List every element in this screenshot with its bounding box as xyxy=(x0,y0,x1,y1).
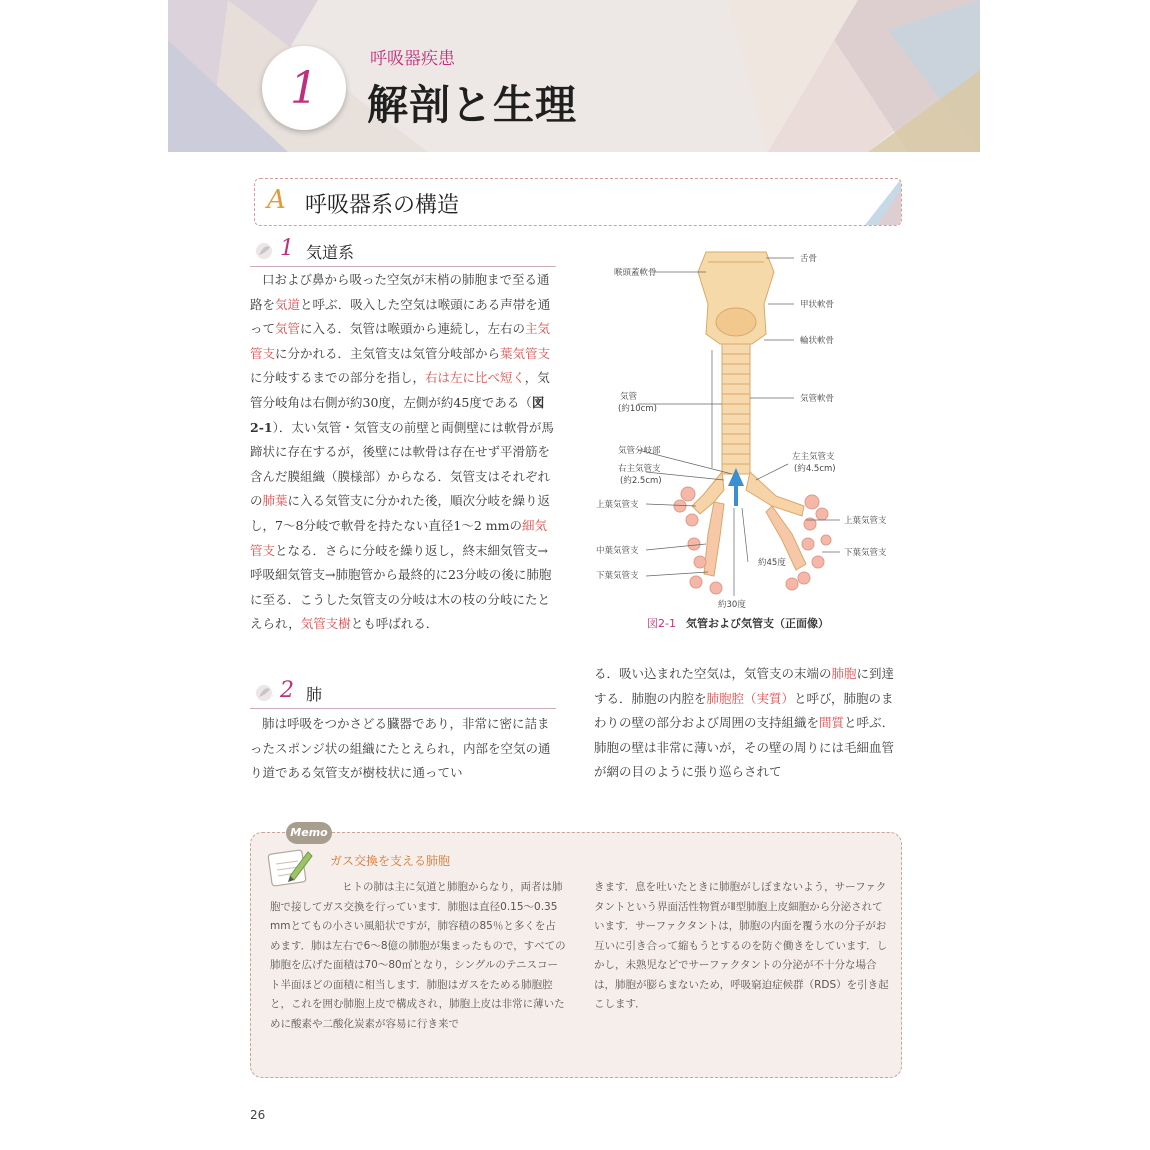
label-cricoid: 輪状軟骨 xyxy=(800,336,835,346)
subsection-label: 肺 xyxy=(306,685,323,704)
label-hyoid: 舌骨 xyxy=(800,254,818,264)
memo-tag: Memo xyxy=(286,822,332,844)
label-left-lower: 下葉気管支 xyxy=(844,548,887,558)
memo-text-right: きます．息を吐いたときに肺胞がしぼまないよう，サーファクタントという界面活性物質がⅡ型肺胞上皮細胞から分泌されています．サーファクタントは，肺胞の内面を覆う水の分子がお互いに引き合って縮もうとするのを防ぐ働きをしています．しかし，未熟児などでサーファクタントの分泌が不十分な場合は，肺胞が膨らまないため，呼吸窮迫症候群（RDS）を引き起こします． xyxy=(594,881,889,1010)
figure-caption-text: 気管および気管支（正面像） xyxy=(685,617,829,630)
leaf-icon xyxy=(254,241,274,261)
label-angle-45: 約45度 xyxy=(758,558,786,568)
memo-title: ガス交換を支える肺胞 xyxy=(330,854,451,868)
label-epiglottis: 喉頭蓋軟骨 xyxy=(614,268,657,278)
label-tracheal-cartilage: 気管軟骨 xyxy=(800,394,835,404)
subsection-number: 2 xyxy=(280,678,294,703)
lung-paragraph: 肺は呼吸をつかさどる臓器であり，非常に密に詰まったスポンジ状の組織にたとえられ，内部を空気の通り道である気管支が樹枝状に通ってい xyxy=(250,716,551,781)
label-left-main-length: (約4.5cm) xyxy=(794,464,836,474)
subsection-label: 気道系 xyxy=(306,243,355,262)
label-right-lower: 下葉気管支 xyxy=(596,571,639,581)
figure-caption xyxy=(647,615,829,631)
airway-paragraph: 口および鼻から吸った空気が末梢の肺胞まで至る通路を気道と呼ぶ．吸入した空気は喉頭にある声帯を通って気管に入る．気管は喉頭から連続し，左右の主気管支に分かれる．主気管支は気管分岐部から葉気管支に分岐するまでの部分を指し，右は左に比べ短く，気管分岐角は右側が約30度，左側が約45度である（図2-1）．太い気管・気管支の前壁と両側壁には軟骨が馬蹄状に存在するが，後壁には軟骨は存在せず平滑筋を含んだ膜組織（膜様部）からなる．気管支はそれぞれの肺葉に入る気管支に分かれた後，順次分岐を繰り返し，7～8分岐で軟骨を持たない直径1～2 mmの細気管支となる．さらに分岐を繰り返し，終末細気管支→呼吸細気管支→肺胞管から最終的に23分岐の後に肺胞に至る．こうした気管支の分岐は木の枝の分岐にたとえられ，気管支樹とも呼ばれる． xyxy=(250,272,554,632)
chapter-number-badge xyxy=(262,46,346,130)
subsection-heading-lung xyxy=(250,678,556,709)
section-title: 呼吸器系の構造 xyxy=(305,193,460,218)
label-left-upper: 上葉気管支 xyxy=(844,516,887,526)
chapter-title: 解剖と生理 xyxy=(367,81,577,129)
subsection-number: 1 xyxy=(280,236,294,261)
label-carina: 気管分岐部 xyxy=(618,446,661,456)
section-corner-decoration xyxy=(865,179,901,225)
subsection-heading-airway xyxy=(250,236,556,267)
label-angle-30: 約30度 xyxy=(718,600,746,610)
memo-text-left: ヒトの肺は主に気道と肺胞からなり，両者は肺胞で接してガス交換を行っています．肺胞は直径0.15～0.35 mmとてもの小さい風船状ですが，肺容積の85％と多くを占めます．肺は左右で6～8億の肺胞が集まったもので，すべての肺胞を広げた面積は70～80㎡となり，シングルのテニスコート半面ほどの面積に相当します．肺胞はガスをためる肺胞腔と，これを囲む肺胞上皮で構成され，肺胞上皮は非常に薄いために酸素や二酸化炭素が容易に行き来で xyxy=(270,881,566,1030)
label-right-main-length: (約2.5cm) xyxy=(620,476,662,486)
leaf-icon xyxy=(254,683,274,703)
lung-paragraph-continued: る．吸い込まれた空気は，気管支の末端の肺胞に到達する．肺胞の内腔を肺胞腔（実質）と呼び，肺胞のまわりの壁の部分および周囲の支持組織を間質と呼ぶ．肺胞の壁は非常に薄いが，その壁の周りには毛細血管が網の目のように張り巡らされて xyxy=(594,666,895,780)
label-middle: 中葉気管支 xyxy=(596,546,639,556)
trachea-illustration xyxy=(596,244,906,614)
label-trachea-length: (約10cm) xyxy=(618,404,657,414)
label-trachea: 気管 xyxy=(620,392,638,402)
trachea-figure xyxy=(596,244,906,614)
figure-number: 図2-1 xyxy=(647,617,676,630)
chapter-number: 1 xyxy=(290,62,318,114)
section-letter: A xyxy=(267,185,286,215)
label-thyroid: 甲状軟骨 xyxy=(800,300,835,310)
label-left-main: 左主気管支 xyxy=(792,452,835,462)
label-right-main: 右主気管支 xyxy=(618,464,661,474)
page-number: 26 xyxy=(250,1108,266,1122)
section-heading-box xyxy=(254,178,902,226)
chapter-category: 呼吸器疾患 xyxy=(370,49,455,69)
label-right-upper: 上葉気管支 xyxy=(596,500,639,510)
